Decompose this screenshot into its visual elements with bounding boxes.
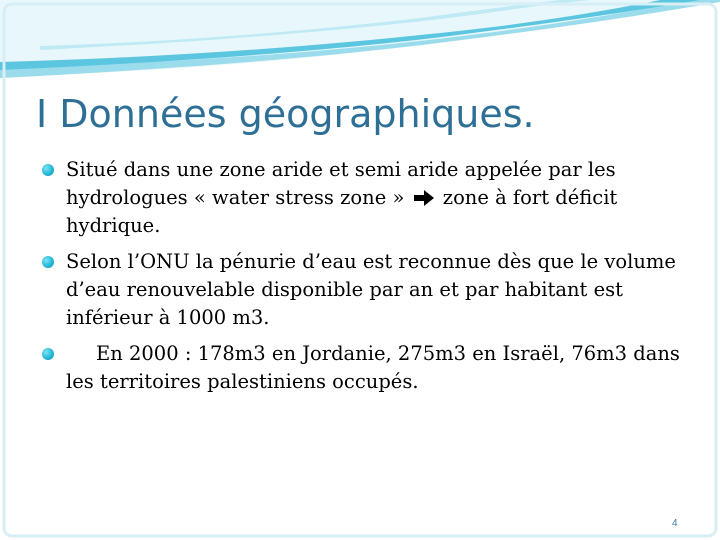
page-number: 4 <box>672 518 678 529</box>
bullet-item-1 <box>42 156 702 240</box>
bullet-text: Selon l’ONU la pénurie d’eau est reconnue dès que le volume d’eau renouvelable disponible par an et par habitant est inférieur à 1000 m3. <box>66 250 676 329</box>
bullet-icon <box>42 256 54 268</box>
bullet-text-part-1: Situé dans une zone aride et semi aride appelée par les hydrologues « water stress zone » <box>66 158 616 209</box>
header-wave-decoration <box>0 0 720 80</box>
bullet-list <box>42 156 702 404</box>
bullet-icon <box>42 348 54 360</box>
bullet-icon <box>42 164 54 176</box>
right-arrow-icon <box>413 189 435 207</box>
bullet-text-part-2: zone à fort déficit hydrique. <box>66 186 618 237</box>
slide-title: I Données géographiques. <box>36 92 535 136</box>
bullet-item-3 <box>42 340 702 396</box>
bullet-item-2 <box>42 248 702 332</box>
bullet-text: En 2000 : 178m3 en Jordanie, 275m3 en Israël, 76m3 dans les territoires palestiniens occupés. <box>66 342 680 393</box>
